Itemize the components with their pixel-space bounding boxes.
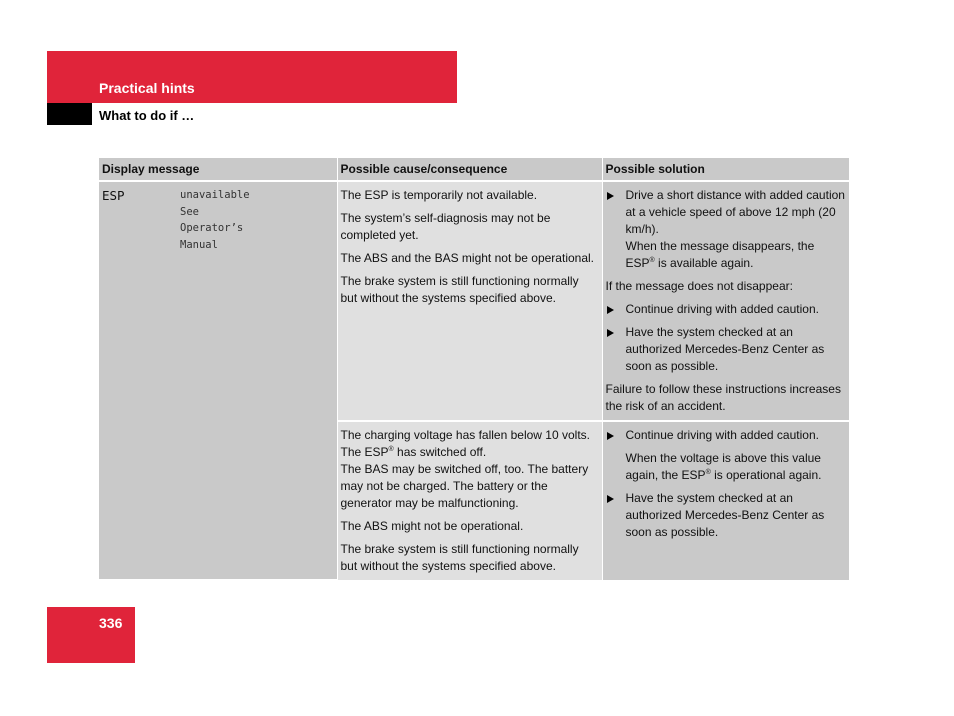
solution-cell <box>602 421 849 580</box>
display-line: unavailable <box>180 189 250 201</box>
page-number: 336 <box>99 615 123 631</box>
cause-text: The ESP is temporarily not available. <box>340 188 538 202</box>
step-text: Have the system checked at an authorized Mercedes-Benz Center as soon as possible. <box>625 491 825 539</box>
table-row <box>99 181 849 421</box>
step-subtext: When the message disappears, the ESP® is available again. <box>625 239 815 270</box>
registered-mark: ® <box>705 469 711 476</box>
display-line: Operator’s <box>180 222 244 235</box>
cause-cell <box>337 181 602 421</box>
cause-text: The ABS might not be operational. <box>340 519 524 533</box>
display-code: ESP <box>102 188 125 203</box>
display-message-cell <box>99 181 337 580</box>
cause-cell <box>337 421 602 580</box>
step-text: Continue driving with added caution. <box>625 302 819 316</box>
step-subtext: When the voltage is above this value again, the ESP® is operational again. <box>625 451 822 482</box>
solution-step <box>606 187 847 272</box>
bullet-arrow-icon <box>607 329 614 337</box>
table-header-row <box>99 158 849 181</box>
display-line: See <box>180 205 199 218</box>
cause-text: The ABS and the BAS might not be operational. <box>340 251 594 265</box>
cause-text: The system’s self-diagnosis may not be completed yet. <box>340 211 551 242</box>
cause-text: The charging voltage has fallen below 10 volts. The ESP® has switched off. The BAS may be switched off, too. The battery may not be charged. The battery or the generator may be malfunctioning. <box>340 428 590 510</box>
step-text: Continue driving with added caution. <box>625 428 819 442</box>
solution-step <box>606 324 847 375</box>
registered-mark: ® <box>649 257 655 264</box>
registered-mark: ® <box>388 446 394 453</box>
solution-step <box>606 490 847 541</box>
step-text: Have the system checked at an authorized Mercedes-Benz Center as soon as possible. <box>625 325 825 373</box>
section-marker <box>47 103 92 125</box>
column-header-display: Display message <box>99 158 337 181</box>
bullet-arrow-icon <box>607 432 614 440</box>
cause-text: The brake system is still functioning normally but without the systems specified above. <box>340 542 579 573</box>
subsection-title: What to do if … <box>99 108 195 123</box>
solution-cell <box>602 181 849 421</box>
display-message-text <box>180 187 250 253</box>
bullet-arrow-icon <box>607 306 614 314</box>
solution-note: If the message does not disappear: <box>605 279 793 293</box>
cause-text: The brake system is still functioning normally but without the systems specified above. <box>340 274 579 305</box>
column-header-solution: Possible solution <box>602 158 849 181</box>
column-header-cause: Possible cause/consequence <box>337 158 602 181</box>
section-title: Practical hints <box>99 80 195 96</box>
bullet-arrow-icon <box>607 192 614 200</box>
display-line: Manual <box>180 238 218 251</box>
step-text: Drive a short distance with added caution at a vehicle speed of above 12 mph (20 km/h). <box>625 188 845 236</box>
solution-warning: Failure to follow these instructions increases the risk of an accident. <box>605 382 841 413</box>
bullet-arrow-icon <box>607 495 614 503</box>
solution-step <box>606 301 847 318</box>
solution-step <box>606 427 847 444</box>
troubleshooting-table <box>99 158 849 581</box>
